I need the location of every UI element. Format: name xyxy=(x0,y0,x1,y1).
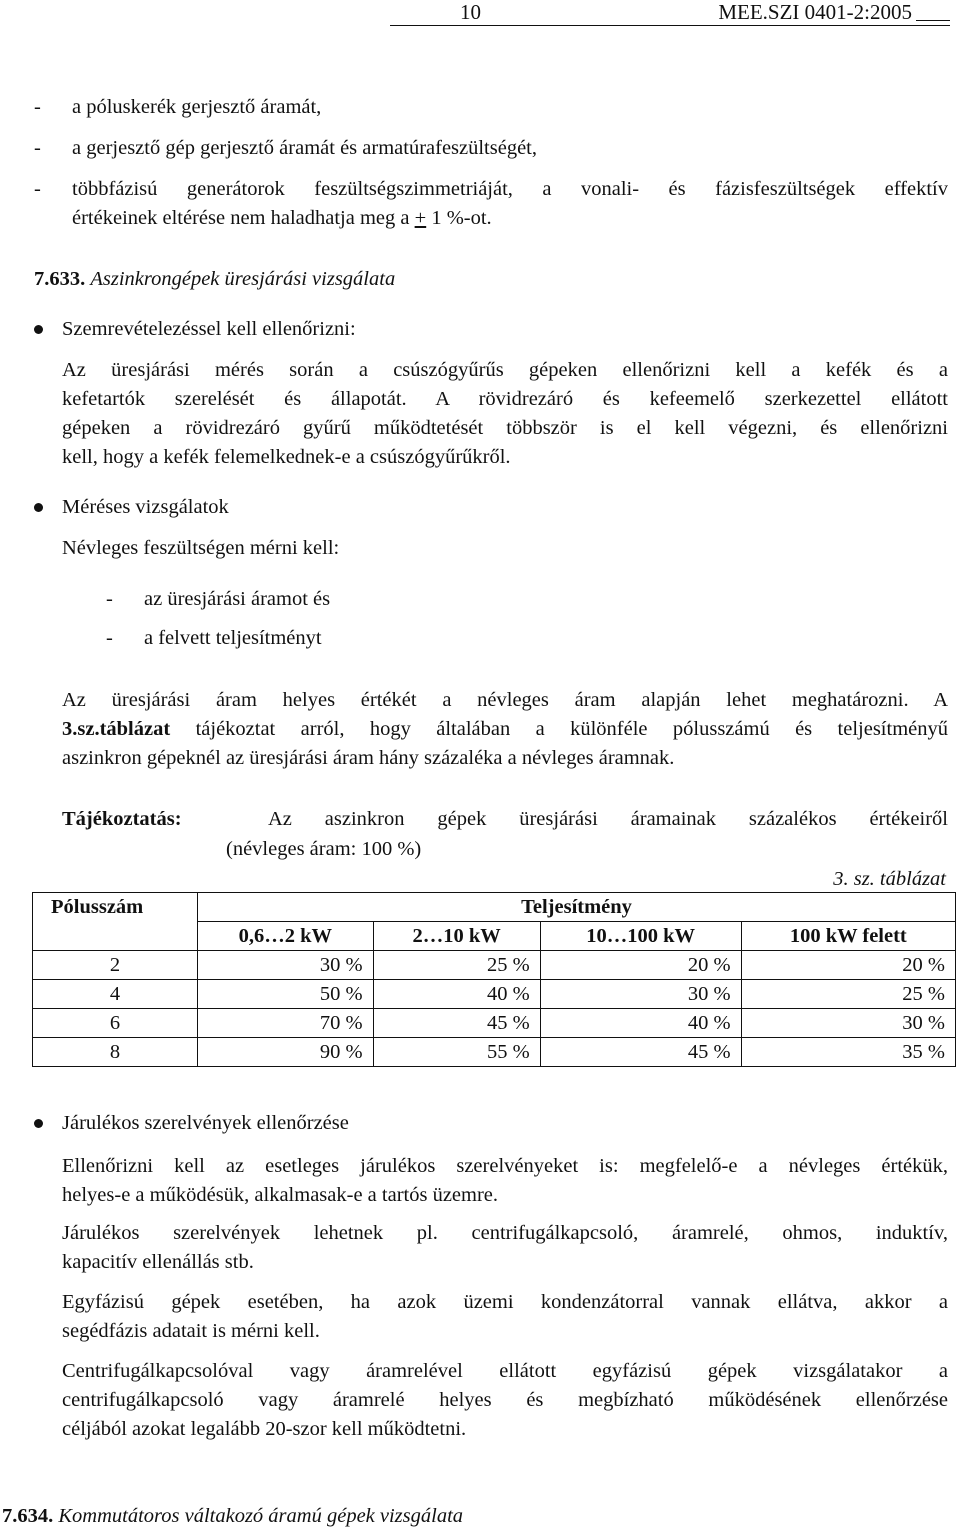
list-dash: - xyxy=(34,96,41,118)
bullet-title: Járulékos szerelvények ellenőrzése xyxy=(62,1112,349,1134)
list-item: többfázisú generátorok feszültségszimmetriáját, a vonali- és fázisfeszültségek effektív xyxy=(72,178,948,200)
section-heading-634: 7.634. Kommutátoros váltakozó áramú gépek vizsgálata xyxy=(2,1505,464,1527)
column-header: 100 kW felett xyxy=(741,922,955,951)
table-cell: 40 % xyxy=(540,1009,741,1038)
table-cell: 2 xyxy=(33,951,198,980)
list-dash: - xyxy=(106,627,113,649)
header-rule xyxy=(390,25,950,26)
paragraph-line: gépeken a rövidrezáró gyűrű működtetését többször is el kell végezni, és ellenőrizni xyxy=(62,417,948,439)
table-cell: 25 % xyxy=(373,951,540,980)
bullet-icon xyxy=(34,503,43,512)
table-caption: 3. sz. táblázat xyxy=(833,868,946,890)
table-cell: 4 xyxy=(33,980,198,1009)
bullet-icon xyxy=(34,325,43,334)
table-row xyxy=(33,980,956,1009)
bullet-icon xyxy=(34,1119,43,1128)
paragraph-line: kell, hogy a kefék felemelkednek-e a csúszógyűrűkről. xyxy=(62,446,511,468)
column-header-poles: Pólusszám xyxy=(33,893,198,951)
paragraph-line: Ellenőrizni kell az esetleges járulékos szerelvényeket is: megfelelő-e a névleges értékük, xyxy=(62,1155,948,1177)
column-header: 0,6…2 kW xyxy=(198,922,374,951)
column-header: 10…100 kW xyxy=(540,922,741,951)
table-row xyxy=(33,951,956,980)
table-cell: 55 % xyxy=(373,1038,540,1067)
header-blank-line xyxy=(916,20,950,21)
table-cell: 30 % xyxy=(198,951,374,980)
paragraph-line: helyes-e a működésük, alkalmasak-e a tartós üzemre. xyxy=(62,1184,499,1206)
document-code: MEE.SZI 0401-2:2005 xyxy=(718,0,912,24)
table-row xyxy=(33,1038,956,1067)
list-dash: - xyxy=(106,588,113,610)
column-header: 2…10 kW xyxy=(373,922,540,951)
paragraph-line: Az üresjárási mérés során a csúszógyűrűs gépeken ellenőrizni kell a kefék és a xyxy=(62,359,948,381)
idle-current-table xyxy=(32,892,956,1067)
plus-minus-symbol: + xyxy=(414,207,427,229)
paragraph-line: Egyfázisú gépek esetében, ha azok üzemi kondenzátorral vannak ellátva, akkor a xyxy=(62,1291,948,1313)
bullet-title: Szemrevételezéssel kell ellenőrizni: xyxy=(62,318,356,340)
table-cell: 45 % xyxy=(540,1038,741,1067)
paragraph-line: kapacitív ellenállás stb. xyxy=(62,1251,254,1273)
table-cell: 20 % xyxy=(540,951,741,980)
list-item: a póluskerék gerjesztő áramát, xyxy=(72,96,322,118)
list-item: a felvett teljesítményt xyxy=(144,627,322,649)
info-label: Tájékoztatás: xyxy=(62,808,182,830)
paragraph-line: kefetartók szerelését és állapotát. A rövidrezáró és kefeemelő szerkezettel ellátott xyxy=(62,388,948,410)
info-text: (névleges áram: 100 %) xyxy=(226,838,422,860)
table-cell: 20 % xyxy=(741,951,955,980)
list-item-continuation: értékeinek eltérése nem haladhatja meg a + 1 %-ot. xyxy=(72,207,492,229)
paragraph-line: céljából azokat legalább 20-szor kell működtetni. xyxy=(62,1418,467,1440)
bullet-title: Méréses vizsgálatok xyxy=(62,496,229,518)
list-item: az üresjárási áramot és xyxy=(144,588,331,610)
table-cell: 70 % xyxy=(198,1009,374,1038)
table-header-row xyxy=(33,893,956,922)
paragraph-line: segédfázis adatait is mérni kell. xyxy=(62,1320,320,1342)
table-cell: 35 % xyxy=(741,1038,955,1067)
table-cell: 40 % xyxy=(373,980,540,1009)
subheading: Névleges feszültségen mérni kell: xyxy=(62,537,340,559)
column-header-power: Teljesítmény xyxy=(198,893,956,922)
table-cell: 30 % xyxy=(741,1009,955,1038)
table-cell: 45 % xyxy=(373,1009,540,1038)
table-cell: 50 % xyxy=(198,980,374,1009)
paragraph-line: Centrifugálkapcsolóval vagy áramrelével ellátott egyfázisú gépek vizsgálatakor a xyxy=(62,1360,948,1382)
table-reference: 3.sz.táblázat xyxy=(62,718,171,740)
list-dash: - xyxy=(34,137,41,159)
table-cell: 25 % xyxy=(741,980,955,1009)
list-dash: - xyxy=(34,178,41,200)
table-cell: 90 % xyxy=(198,1038,374,1067)
table-cell: 6 xyxy=(33,1009,198,1038)
info-text: Az aszinkron gépek üresjárási áramainak százalékos értékeiről xyxy=(268,808,948,830)
page-header xyxy=(390,0,950,26)
table-row xyxy=(33,1009,956,1038)
table-cell: 8 xyxy=(33,1038,198,1067)
paragraph-line: Járulékos szerelvények lehetnek pl. centrifugálkapcsoló, áramrelé, ohmos, induktív, xyxy=(62,1222,948,1244)
page-number: 10 xyxy=(460,0,481,24)
paragraph-line: aszinkron gépeknél az üresjárási áram hány százaléka a névleges áramnak. xyxy=(62,747,675,769)
paragraph-line: 3.sz.táblázat tájékoztat arról, hogy általában a különféle pólusszámú és teljesítményű xyxy=(62,718,948,740)
table-cell: 30 % xyxy=(540,980,741,1009)
paragraph-line: Az üresjárási áram helyes értékét a névleges áram alapján lehet meghatározni. A xyxy=(62,689,948,711)
list-item: a gerjesztő gép gerjesztő áramát és armatúrafeszültségét, xyxy=(72,137,538,159)
section-heading-633: 7.633. Aszinkrongépek üresjárási vizsgálata xyxy=(34,268,396,290)
paragraph-line: centrifugálkapcsoló vagy áramrelé helyes és megbízható működésének ellenőrzése xyxy=(62,1389,948,1411)
